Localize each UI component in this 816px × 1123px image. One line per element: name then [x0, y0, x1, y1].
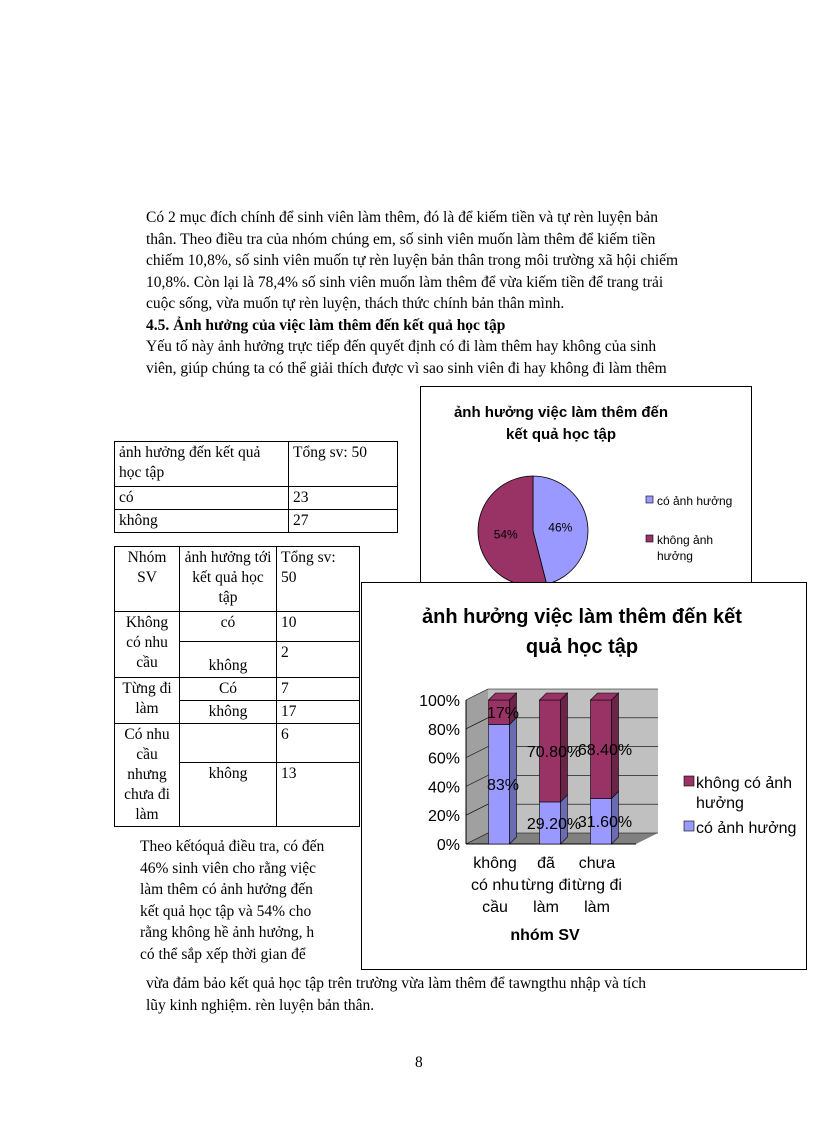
cell: 10 — [277, 612, 360, 642]
text-line: viên, giúp chúng ta có thể giải thích được vì sao sinh viên đi hay không đi làm thêm — [146, 359, 667, 377]
chart-title: ảnh hưởng việc làm thêm đến kết — [422, 606, 742, 628]
legend-label: có ảnh hưởng — [696, 820, 797, 837]
cell: không — [180, 763, 277, 827]
legend-swatch — [684, 821, 694, 831]
page-number: 8 — [415, 1054, 423, 1071]
x-tick-label: có nhu — [470, 877, 520, 894]
side-wall — [466, 689, 488, 844]
x-tick-label: cầu — [482, 899, 508, 916]
chart-title: quả học tập — [525, 636, 639, 658]
group-cell: Không có nhu cầu — [115, 612, 180, 678]
pie-chart — [420, 386, 752, 588]
text-line: rằng không hề ảnh hưởng, h — [140, 924, 315, 941]
cell: Có — [180, 678, 277, 701]
cell: 6 — [277, 724, 360, 763]
text-line: Yếu tố này ảnh hưởng trực tiếp đến quyết định có đi làm thêm hay không của sinh — [146, 338, 657, 355]
bar-chart — [361, 582, 807, 970]
text-line: lũy kinh nghiệm. rèn luyện bản thân. — [146, 996, 375, 1014]
slice-label: 54% — [493, 527, 518, 542]
x-tick-label: chưa — [578, 855, 616, 872]
cell: 23 — [289, 487, 398, 510]
data-label: 83% — [486, 777, 520, 795]
legend-swatch — [646, 496, 653, 503]
y-tick-label: 60% — [427, 750, 460, 768]
cell — [180, 724, 277, 763]
x-tick-label: từng đi — [572, 877, 622, 894]
cell: 17 — [277, 701, 360, 724]
cell: có — [115, 487, 289, 510]
cell: 13 — [277, 763, 360, 827]
cell: có — [180, 612, 277, 642]
x-tick-label: làm — [533, 899, 559, 916]
group-cell: Từng đi làm — [115, 678, 180, 724]
text-line: kết quả học tập và 54% cho — [140, 902, 312, 920]
legend-swatch — [684, 776, 694, 786]
text-line: có thể sắp xếp thời gian để — [140, 945, 306, 963]
text-line: cuộc sống, vừa muốn tự rèn luyện, thách thức chính bản thân mình. — [146, 295, 565, 312]
chart-title: ảnh hưởng việc làm thêm đến — [453, 404, 669, 421]
cell: không — [180, 642, 277, 678]
group-cell: Có nhu cầu nhưng chưa đi làm — [115, 724, 180, 827]
y-tick-label: 80% — [427, 721, 460, 739]
data-label: 29.20% — [526, 815, 582, 833]
chart-title: kết quả học tập — [505, 426, 617, 443]
cell: không — [115, 510, 289, 533]
text-line: làm thêm có ảnh hưởng đến — [140, 881, 313, 898]
cell: 2 — [277, 642, 360, 678]
cell: không — [180, 701, 277, 724]
x-axis-title: nhóm SV — [510, 927, 580, 944]
y-tick-label: 0% — [436, 837, 460, 854]
text-line: 10,8%. Còn lại là 78,4% số sinh viên muốn làm thêm để vừa kiếm tiền để trang trải — [146, 273, 664, 291]
header-cell: ảnh hưởng tới kết quả học tập — [180, 547, 277, 612]
x-tick-label: làm — [584, 899, 610, 916]
x-tick-label: từng đi — [521, 877, 571, 894]
legend-label: hưởng — [696, 795, 744, 812]
group-table — [114, 546, 360, 827]
y-tick-label: 100% — [419, 693, 460, 710]
text-line: 46% sinh viên cho rằng việc — [140, 859, 317, 877]
header-cell: ảnh hưởng đến kết quả học tập — [115, 442, 289, 487]
y-tick-label: 40% — [427, 779, 460, 797]
cell: 7 — [277, 678, 360, 701]
cell: 27 — [289, 510, 398, 533]
y-tick-label: 20% — [427, 808, 460, 826]
text-line: vừa đảm bảo kết quả học tập trên trường vừa làm thêm để tawngthu nhập và tích — [146, 975, 646, 992]
text-line: Có 2 mục đích chính để sinh viên làm thêm, đó là để kiếm tiền và tự rèn luyện bản — [146, 209, 659, 226]
text-line: thân. Theo điều tra của nhóm chúng em, số sinh viên muốn làm thêm để kiếm tiền — [146, 230, 656, 248]
legend-label: không có ảnh — [696, 775, 793, 792]
header-cell: Tổng sv: 50 — [277, 547, 360, 612]
text-line: chiếm 10,8%, số sinh viên muốn tự rèn luyện bản thân trong môi trường xã hội chiếm — [146, 252, 679, 269]
section-heading: 4.5. Ảnh hưởng của việc làm thêm đến kết quả học tập — [146, 317, 506, 334]
x-tick-label: không — [473, 855, 517, 872]
data-label: 31.60% — [577, 814, 633, 832]
text-line: Theo kếtóquả điều tra, có đến — [140, 838, 325, 855]
header-cell: Nhóm SV — [115, 547, 180, 612]
data-label: 70.80% — [526, 743, 582, 761]
summary-table — [114, 441, 398, 533]
header-cell: Tổng sv: 50 — [289, 442, 398, 487]
slice-label: 46% — [548, 520, 573, 535]
legend-label: có ảnh hưởng — [657, 494, 733, 508]
legend-label: không ảnh hưởng — [657, 533, 714, 563]
data-label: 68.40% — [577, 742, 633, 760]
x-tick-label: đã — [537, 855, 555, 872]
legend-swatch — [646, 535, 653, 542]
data-label: 17% — [486, 705, 520, 723]
